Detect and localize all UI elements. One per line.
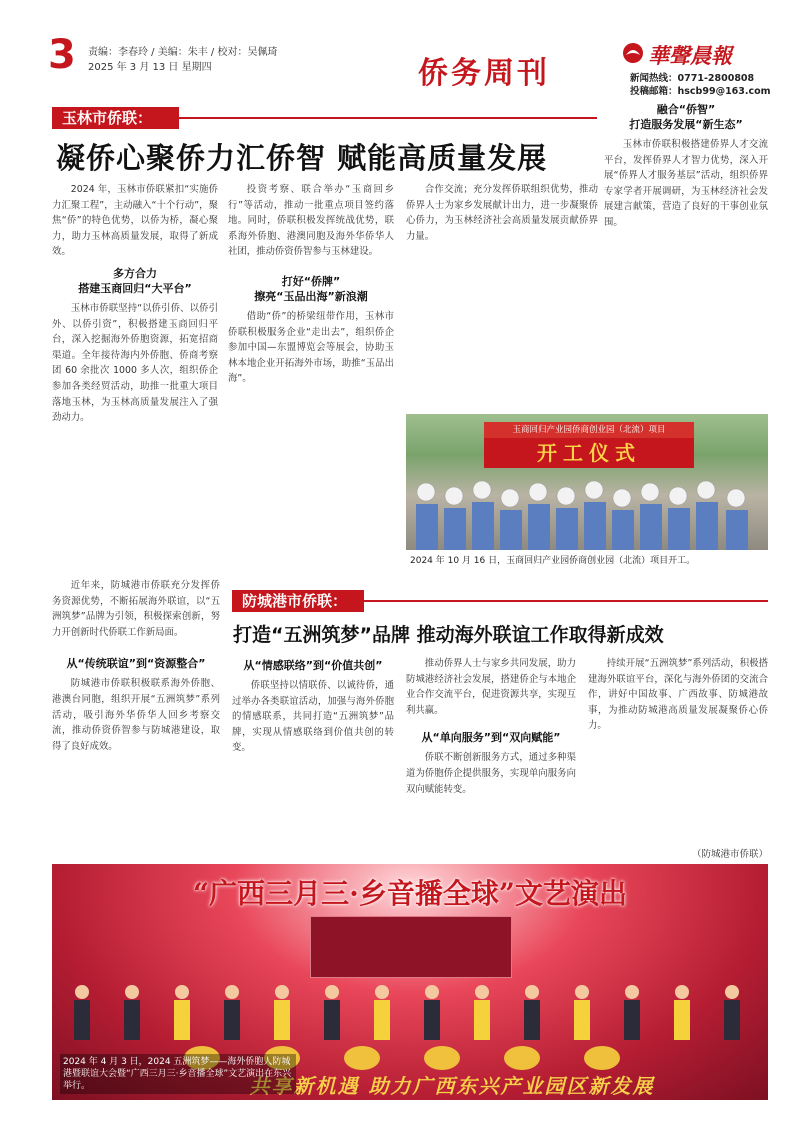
yulin-section-tag: 玉林市侨联： bbox=[52, 107, 179, 129]
fcg-section-tag: 防城港市侨联： bbox=[232, 590, 364, 612]
stage-photo bbox=[52, 864, 768, 1100]
stage-caption: 2024 年 4 月 3 日，2024 五洲筑梦——海外侨胞人防城港暨联谊大会暨“广西三月三·乡音播全球”文艺演出在东兴举行。 bbox=[60, 1054, 296, 1094]
yulin-body-1: 玉林市侨联坚持“以侨引侨、以侨引外、以侨引资”，积极搭建玉商回归平台，深入挖掘海外侨胞资源，拓宽招商渠道。全年接待海内外侨胞、侨商考察团 60 余批次 1000 多人次，组织侨企参加各类经贸活动，助推一批重大项目落地玉林，为玉林高质量发展注入了强劲动力。 bbox=[52, 302, 218, 424]
news-hotline: 新闻热线：0771-2800808 bbox=[630, 73, 755, 84]
yulin-side-body: 玉林市侨联积极搭建侨界人才交流平台，发挥侨界人才智力优势，深入开展“侨界人才服务基层”活动，组织侨界专家学者开展调研，为玉林经济社会发展建言献策，营造了良好的干事创业氛围。 bbox=[604, 139, 768, 228]
yulin-intro: 2024 年，玉林市侨联紧扣“实施侨力汇聚工程”，主动融入“十个行动”，聚焦“侨”的特色优势，以侨为桥，凝心聚力，助力玉林高质量发展，取得了新成效。 bbox=[52, 184, 218, 258]
editors-line: 责编：李春玲 / 美编：朱丰 / 校对：吴佩琦 bbox=[88, 47, 278, 58]
issue-date: 2025 年 3 月 13 日 星期四 bbox=[88, 62, 212, 73]
fcg-body-1: 防城港市侨联积极联系海外侨胞、港澳台同胞，组织开展“五洲筑梦”系列活动，吸引海外华侨华人回乡考察交流，推动侨资侨智参与防城港建设，取得了良好成效。 bbox=[52, 678, 220, 752]
fcg-mid-column bbox=[232, 656, 394, 860]
fcg-body-2: 侨联坚持以情联侨、以诚待侨，通过举办各类联谊活动，加强与海外侨胞的情感联系，共同打造“五洲筑梦”品牌，实现从情感联络到价值共创的转变。 bbox=[232, 680, 394, 754]
fcg-intro: 近年来，防城港市侨联充分发挥侨务资源优势，不断拓展海外联谊，以“五洲筑梦”品牌为引领，积极探索创新，努力开创新时代侨联工作新局面。 bbox=[52, 580, 220, 638]
stage-title: “广西三月三·乡音播全球”文艺演出 bbox=[193, 877, 627, 910]
fcg-subhead-2: 从“情感联络”到“价值共创” bbox=[243, 659, 383, 672]
fcg-body-4: 持续开展“五洲筑梦”系列活动，积极搭建海外联谊平台，深化与海外侨团的交流合作，讲好中国故事、广西故事、防城港故事，为推动防城港高质量发展凝聚侨心侨力。 bbox=[588, 658, 768, 732]
paper-logo bbox=[622, 42, 772, 66]
crowd-figures bbox=[406, 470, 768, 550]
yulin-column-2 bbox=[228, 182, 394, 582]
fcg-tag-rule bbox=[364, 600, 768, 602]
fcg-body-3b: 侨联不断创新服务方式，通过多种渠道为侨胞侨企提供服务，实现单向服务向双向赋能转变。 bbox=[406, 752, 576, 795]
section-title: 侨务周刊 bbox=[418, 56, 550, 91]
yulin-tag-rule bbox=[179, 117, 597, 119]
stage-screen bbox=[310, 916, 512, 978]
fcg-right-column-2 bbox=[588, 656, 768, 846]
fcg-left-column bbox=[52, 578, 220, 860]
masthead bbox=[0, 0, 800, 100]
fcg-subhead-1: 从“传统联谊”到“资源整合” bbox=[66, 657, 206, 671]
yulin-headline: 凝侨心聚侨力汇侨智 赋能高质量发展 bbox=[56, 141, 548, 175]
submission-email: 投稿邮箱：hscb99@163.com bbox=[630, 86, 771, 97]
yulin-subhead-1: 多方合力 搭建玉商回归“大平台” bbox=[78, 266, 192, 295]
yulin-body-2b: 借助“侨”的桥梁纽带作用，玉林市侨联积极服务企业“走出去”，组织侨企参加中国—东盟博览会等展会，协助玉林本地企业开拓海外市场，助推“玉品出海”。 bbox=[228, 310, 394, 385]
groundbreaking-photo bbox=[406, 414, 768, 550]
yulin-column-1 bbox=[52, 182, 218, 582]
page-number: 3 bbox=[48, 32, 76, 78]
fcg-body-3a: 推动侨界人士与家乡共同发展，助力防城港经济社会发展，搭建侨企与本地企业合作交流平台，促进资源共享，实现互利共赢。 bbox=[406, 658, 576, 716]
fcg-right-column-1 bbox=[406, 656, 576, 860]
stage-slogan: 共享新机遇 助力广西东兴产业园区新发展 bbox=[249, 1074, 655, 1098]
groundbreaking-caption: 2024 年 10 月 16 日，玉商回归产业园侨商创业园（北流）项目开工。 bbox=[410, 556, 696, 566]
paper-name: 華聲晨報 bbox=[648, 43, 732, 68]
photo-banner: 玉商回归产业园侨商创业园（北流）项目 bbox=[484, 422, 694, 438]
fcg-subhead-3: 从“单向服务”到“双向赋能” bbox=[421, 731, 561, 745]
fcg-headline: 打造“五洲筑梦”品牌 推动海外联谊工作取得新成效 bbox=[233, 624, 664, 646]
yulin-body-3: 合作交流；充分发挥侨联组织优势，推动侨界人士为家乡发展献计出力，进一步凝聚侨心侨力，为玉林经济社会高质量发展贡献侨界力量。 bbox=[406, 184, 598, 242]
yulin-side-title: 融合“侨智” 打造服务发展“新生态” bbox=[629, 103, 743, 131]
logo-emblem-icon bbox=[622, 42, 644, 64]
fcg-credit: （防城港市侨联） bbox=[691, 849, 768, 860]
yulin-subhead-2: 打好“侨牌” 擦亮“玉品出海”新浪潮 bbox=[254, 274, 368, 303]
photo-sign: 开工仪式 bbox=[484, 438, 694, 468]
yulin-column-3 bbox=[406, 182, 598, 410]
yulin-body-2a: 投资考察、联合举办“玉商回乡行”等活动，推动一批重点项目签约落地。同时，侨联积极发挥统战优势，联系海外侨胞、港澳同胞及海外华侨华人社团，推动侨资侨智参与玉林建设。 bbox=[228, 184, 394, 258]
